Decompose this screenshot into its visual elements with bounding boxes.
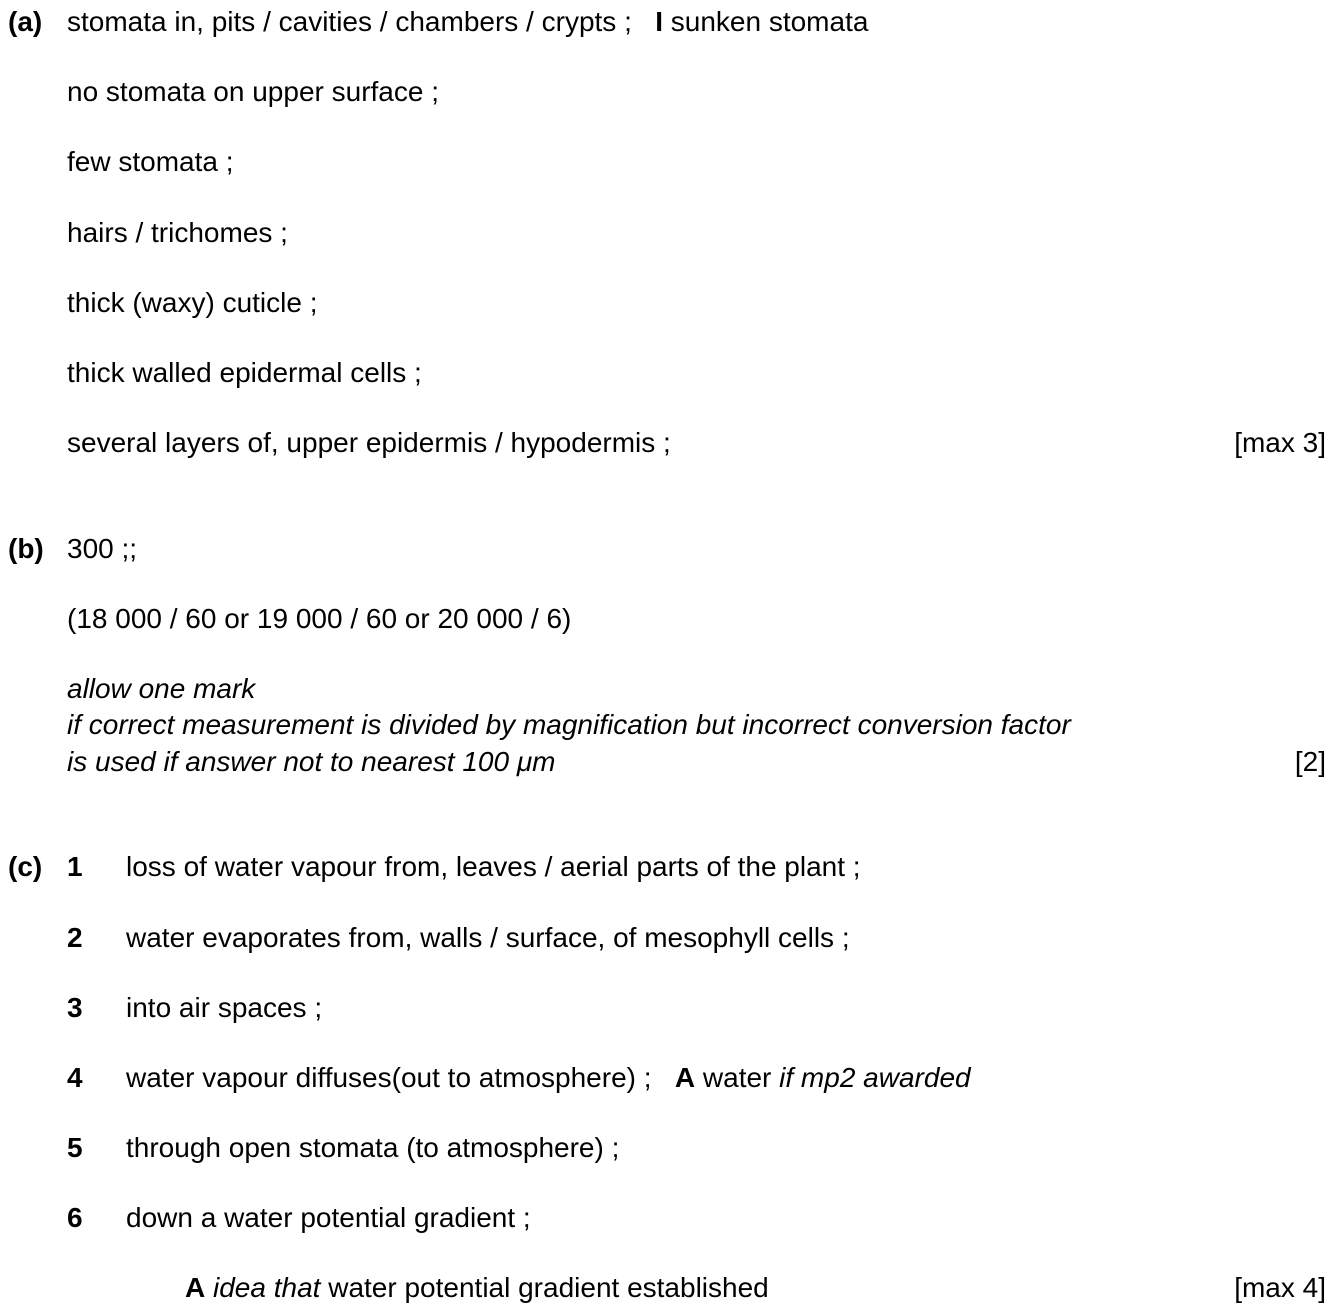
point-4-line bbox=[126, 1061, 971, 1095]
part-b-marks: [2] bbox=[1294, 746, 1326, 777]
part-a-marks: [max 3] bbox=[1234, 427, 1326, 458]
accept-condition: if mp2 awarded bbox=[779, 1062, 971, 1093]
part-a-item-4: hairs / trichomes ; bbox=[67, 217, 288, 248]
point-3-number: 3 bbox=[67, 992, 83, 1023]
part-a-item-1 bbox=[67, 5, 868, 39]
part-b-guidance-2: if correct measurement is divided by magnification but incorrect conversion factor bbox=[67, 709, 1071, 740]
part-b-guidance-1: allow one mark bbox=[67, 673, 256, 704]
point-1-number: 1 bbox=[67, 851, 83, 882]
final-note bbox=[185, 1271, 769, 1305]
final-note-italic: idea that bbox=[213, 1272, 321, 1303]
part-b-guidance-3: is used if answer not to nearest 100 μm bbox=[67, 746, 556, 777]
point-6-number: 6 bbox=[67, 1202, 83, 1233]
part-b-working: (18 000 / 60 or 19 000 / 60 or 20 000 / 6) bbox=[67, 603, 572, 634]
point-5-number: 5 bbox=[67, 1132, 83, 1163]
part-a-item-5: thick (waxy) cuticle ; bbox=[67, 287, 318, 318]
part-a-item-6: thick walled epidermal cells ; bbox=[67, 357, 422, 388]
ignore-marker: I bbox=[655, 6, 663, 37]
point-6-text: down a water potential gradient ; bbox=[126, 1202, 531, 1233]
final-note-text: water potential gradient established bbox=[328, 1272, 769, 1303]
part-c-marks: [max 4] bbox=[1234, 1272, 1326, 1303]
point-2-number: 2 bbox=[67, 922, 83, 953]
accept-text: water bbox=[702, 1062, 772, 1093]
part-b-label: (b) bbox=[8, 533, 44, 564]
part-a-item-2: no stomata on upper surface ; bbox=[67, 76, 439, 107]
part-c-label: (c) bbox=[8, 851, 43, 882]
ignore-note: sunken stomata bbox=[670, 6, 869, 37]
point-4-number: 4 bbox=[67, 1062, 83, 1093]
point-2-text: water evaporates from, walls / surface, of mesophyll cells ; bbox=[126, 922, 850, 953]
point-5-text: through open stomata (to atmosphere) ; bbox=[126, 1132, 620, 1163]
point-3-text: into air spaces ; bbox=[126, 992, 323, 1023]
point-4-text: water vapour diffuses(out to atmosphere) ; bbox=[126, 1062, 652, 1093]
part-a-item-3: few stomata ; bbox=[67, 146, 234, 177]
part-a-label: (a) bbox=[8, 6, 43, 37]
part-b-answer: 300 ;; bbox=[67, 533, 138, 564]
part-a-item-1-text: stomata in, pits / cavities / chambers / crypts ; bbox=[67, 6, 632, 37]
accept-marker: A bbox=[674, 1062, 696, 1093]
final-accept-marker: A bbox=[185, 1272, 206, 1303]
point-1-text: loss of water vapour from, leaves / aerial parts of the plant ; bbox=[126, 851, 861, 882]
part-a-item-7: several layers of, upper epidermis / hypodermis ; bbox=[67, 427, 671, 458]
